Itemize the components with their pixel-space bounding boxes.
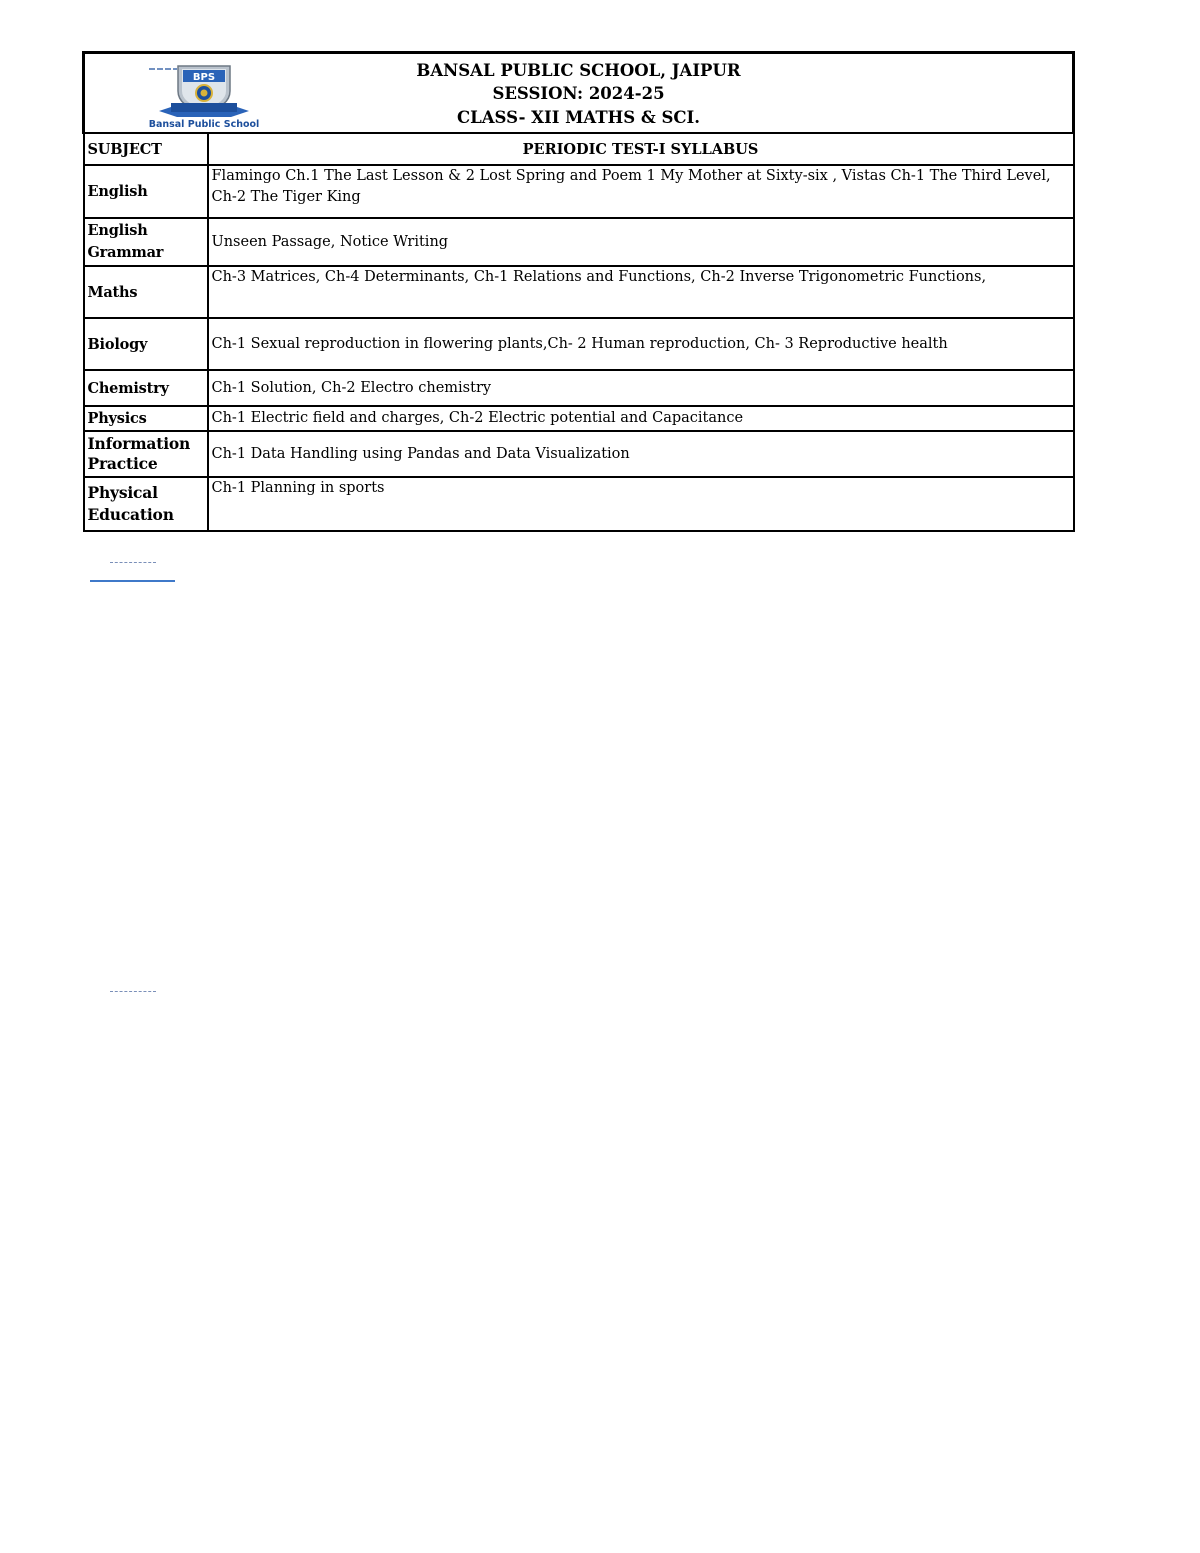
subject-cell: English Grammar (84, 218, 208, 266)
table-row (84, 165, 1074, 218)
syllabus-table (82, 51, 1075, 532)
syllabus-cell: Unseen Passage, Notice Writing (208, 218, 1074, 266)
scan-artifact-line (90, 580, 175, 582)
class-line: CLASS- XII MATHS & SCI. (456, 107, 701, 127)
school-header (84, 53, 1074, 134)
table-row (84, 318, 1074, 370)
session-line: SESSION: 2024-25 (492, 84, 665, 104)
school-name: BANSAL PUBLIC SCHOOL, JAIPUR (416, 60, 741, 80)
logo-text: BPS (192, 72, 216, 83)
subject-cell: Biology (84, 318, 208, 370)
syllabus-cell: Ch-1 Data Handling using Pandas and Data Visualization (208, 431, 1074, 477)
syllabus-cell: Flamingo Ch.1 The Last Lesson & 2 Lost Spring and Poem 1 My Mother at Sixty-six , Vistas Ch-1 The Third Level, Ch-2 The Tiger King (208, 165, 1074, 218)
subject-cell: Maths (84, 266, 208, 318)
table-row (84, 266, 1074, 318)
scan-artifact-line (110, 991, 156, 993)
syllabus-cell: Ch-1 Sexual reproduction in flowering plants,Ch- 2 Human reproduction, Ch- 3 Reproductive health (208, 318, 1074, 370)
subject-cell: Physical Education (84, 477, 208, 531)
column-header-syllabus: PERIODIC TEST-I SYLLABUS (208, 133, 1074, 165)
table-row (84, 406, 1074, 431)
subject-cell: Information Practice (84, 431, 208, 477)
school-header-row (84, 53, 1074, 134)
subject-cell: Physics (84, 406, 208, 431)
table-row (84, 431, 1074, 477)
school-logo (147, 61, 259, 131)
column-header-row (84, 133, 1074, 165)
table-row (84, 477, 1074, 531)
table-row (84, 370, 1074, 406)
subject-cell: English (84, 165, 208, 218)
syllabus-cell: Ch-3 Matrices, Ch-4 Determinants, Ch-1 Relations and Functions, Ch-2 Inverse Trigonometric Functions, (208, 266, 1074, 318)
table-row (84, 218, 1074, 266)
logo-caption: Bansal Public School (148, 119, 259, 130)
syllabus-cell: Ch-1 Solution, Ch-2 Electro chemistry (208, 370, 1074, 406)
syllabus-cell: Ch-1 Electric field and charges, Ch-2 Electric potential and Capacitance (208, 406, 1074, 431)
column-header-subject: SUBJECT (84, 133, 208, 165)
subject-cell: Chemistry (84, 370, 208, 406)
syllabus-cell: Ch-1 Planning in sports (208, 477, 1074, 531)
scan-artifact-line (110, 562, 156, 564)
